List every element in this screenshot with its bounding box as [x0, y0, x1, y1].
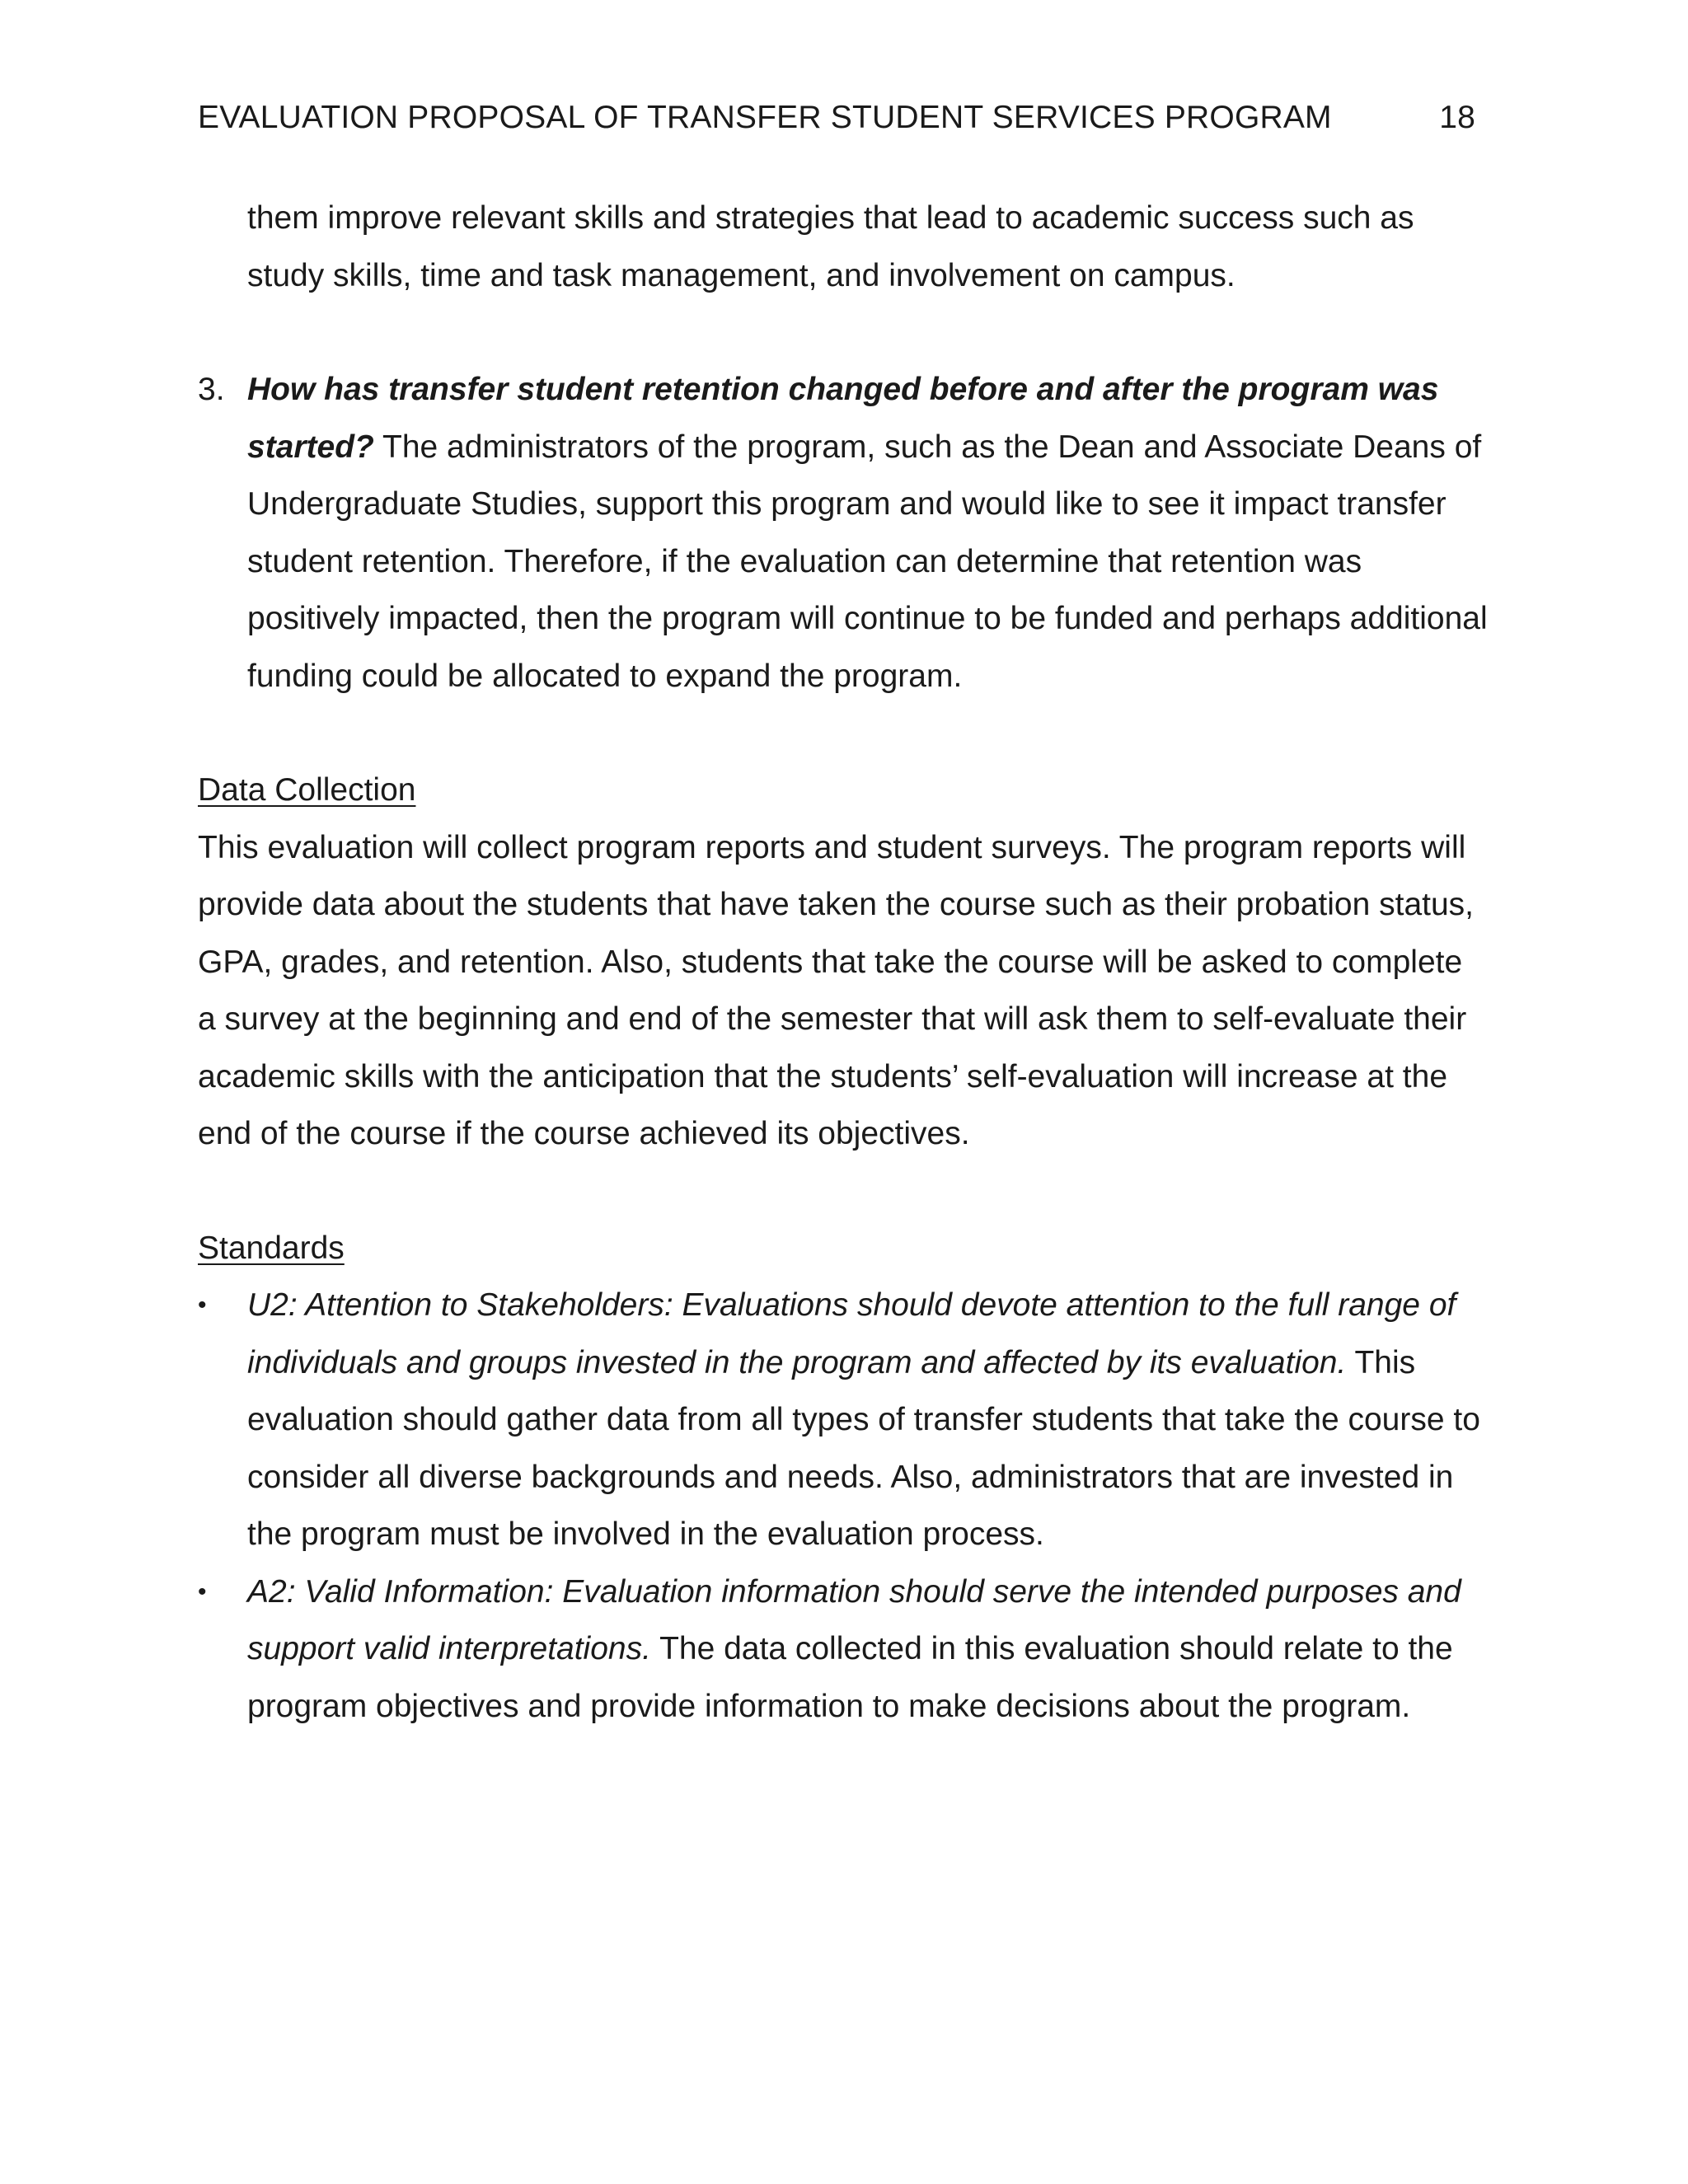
section-heading-standards	[198, 1220, 1488, 1277]
standard-a2-explanation: The data collected in this evaluation should relate to the program objectives and provide information to make decisions about the program.	[247, 1631, 1453, 1724]
standards-heading: Standards	[198, 1230, 345, 1266]
question3-question: How has transfer student retention changed before and after the program was started?	[247, 372, 1439, 465]
question3-answer: The administrators of the program, such as the Dean and Associate Deans of Undergraduate Studies, support this program and would like to see it impact transfer student retention. Therefore, if the evaluation can determine that retention was positively impacted, then the program will continue to be funded and perhaps additional funding could be allocated to expand the program.	[247, 429, 1488, 694]
bullet-icon: •	[198, 1577, 207, 1605]
list-number: 3.	[198, 372, 225, 407]
data-collection-heading: Data Collection	[198, 772, 416, 808]
page-number: 18	[1439, 100, 1475, 135]
standard-a2-text: A2: Valid Information: Evaluation information should serve the intended purposes and support valid interpretations.	[247, 1573, 1461, 1666]
data-collection-paragraph: This evaluation will collect program reports and student surveys. The program reports will provide data about the students that have taken the course such as their probation status, GPA, grades, and retention. Also, students that take the course will be asked to complete a survey at the beginning and end of the semester that will ask them to self-evaluate their academic skills with the anticipation that the students’ self-evaluation will increase at the end of the course if the course achieved its objectives.	[198, 829, 1475, 1151]
continuation-text: them improve relevant skills and strategies that lead to academic success such as study skills, time and task management, and involvement on campus.	[247, 200, 1414, 293]
numbered-item-3	[198, 361, 1488, 705]
continuation-paragraph	[198, 190, 1488, 304]
standard-item-u2	[198, 1277, 1488, 1563]
question3-paragraph	[247, 361, 1488, 705]
standard-item-a2	[198, 1563, 1488, 1736]
running-head-title: EVALUATION PROPOSAL OF TRANSFER STUDENT SERVICES PROGRAM	[198, 100, 1332, 135]
section-heading-data-collection	[198, 762, 1488, 819]
standard-u2-text: U2: Attention to Stakeholders: Evaluations should devote attention to the full range of individuals and groups invested in the program and affected by its evaluation.	[247, 1287, 1456, 1380]
standard-a2-paragraph	[247, 1563, 1488, 1736]
bullet-icon: •	[198, 1291, 207, 1319]
document-body	[198, 190, 1488, 1735]
standard-u2-explanation: This evaluation should gather data from all types of transfer students that take the course to consider all diverse backgrounds and needs. Also, administrators that are invested in the program must be involved in the evaluation process.	[247, 1344, 1480, 1552]
standard-u2-paragraph	[247, 1277, 1488, 1563]
